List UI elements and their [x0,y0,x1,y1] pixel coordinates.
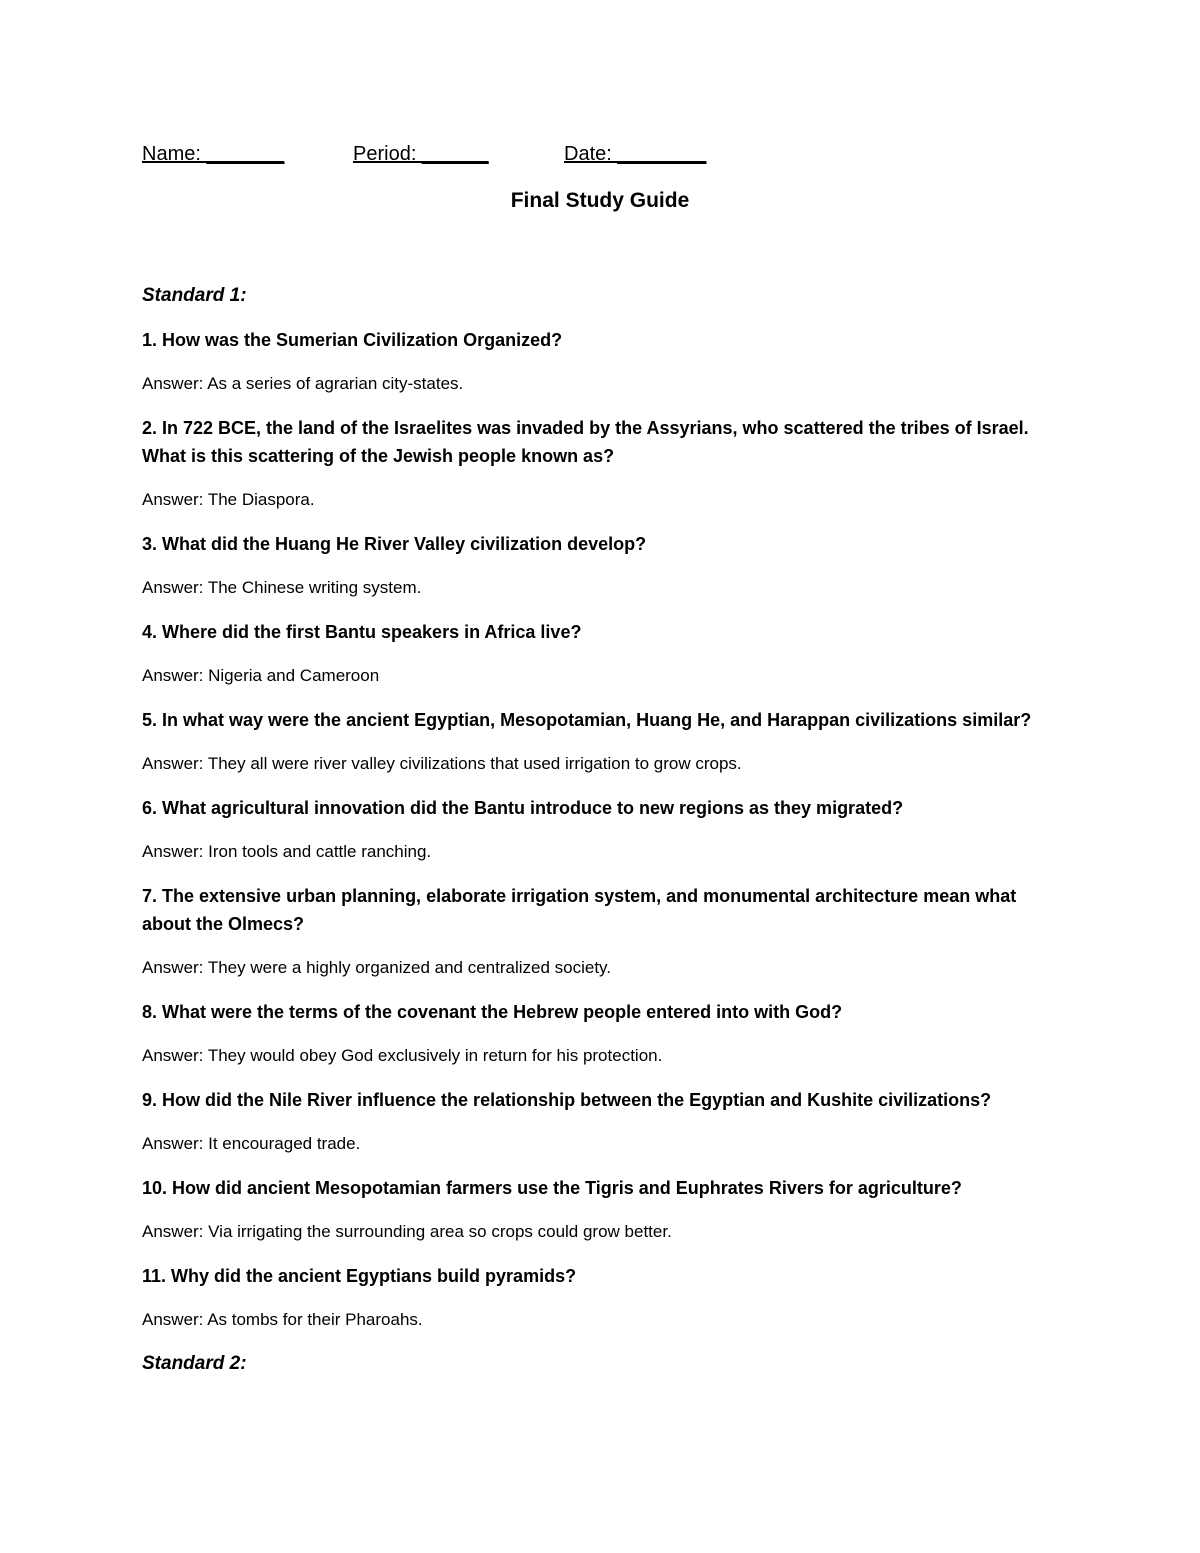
answer-8: Answer: They would obey God exclusively in return for his protection. [142,1046,663,1065]
answer-1: Answer: As a series of agrarian city-states. [142,374,464,393]
question-10: 10. How did ancient Mesopotamian farmers use the Tigris and Euphrates Rivers for agriculture? [142,1178,962,1198]
question-5: 5. In what way were the ancient Egyptian, Mesopotamian, Huang He, and Harappan civilizations similar? [142,710,1032,730]
period-field: Period: ______ [353,143,489,165]
question-9: 9. How did the Nile River influence the relationship between the Egyptian and Kushite civilizations? [142,1090,992,1110]
content [142,282,1042,1394]
document-title: Final Study Guide [510,189,690,212]
answer-5: Answer: They all were river valley civilizations that used irrigation to grow crops. [142,754,742,773]
answer-6: Answer: Iron tools and cattle ranching. [142,842,432,861]
answer-2: Answer: The Diaspora. [142,490,315,509]
answer-7: Answer: They were a highly organized and centralized society. [142,958,612,977]
answer-10: Answer: Via irrigating the surrounding area so crops could grow better. [142,1222,672,1241]
document-page [142,0,1042,1553]
standard-1-heading: Standard 1: [142,285,247,306]
answer-3: Answer: The Chinese writing system. [142,578,422,597]
name-field: Name: _______ [142,143,285,165]
question-7: 7. The extensive urban planning, elaborate irrigation system, and monumental architecture mean what about the Olmecs? [142,886,1017,934]
question-11: 11. Why did the ancient Egyptians build pyramids? [142,1266,577,1286]
question-4: 4. Where did the first Bantu speakers in Africa live? [142,622,582,642]
date-field: Date: ________ [564,143,707,165]
question-8: 8. What were the terms of the covenant the Hebrew people entered into with God? [142,1002,843,1022]
standard-2-heading: Standard 2: [142,1353,247,1374]
answer-11: Answer: As tombs for their Pharoahs. [142,1310,423,1329]
question-1: 1. How was the Sumerian Civilization Organized? [142,330,563,350]
question-2: 2. In 722 BCE, the land of the Israelites was invaded by the Assyrians, who scattered the tribes of Israel. What is this scattering of the Jewish people known as? [142,418,1029,466]
header-row [142,143,1042,173]
answer-4: Answer: Nigeria and Cameroon [142,666,380,685]
question-3: 3. What did the Huang He River Valley civilization develop? [142,534,647,554]
question-6: 6. What agricultural innovation did the Bantu introduce to new regions as they migrated? [142,798,904,818]
answer-9: Answer: It encouraged trade. [142,1134,361,1153]
